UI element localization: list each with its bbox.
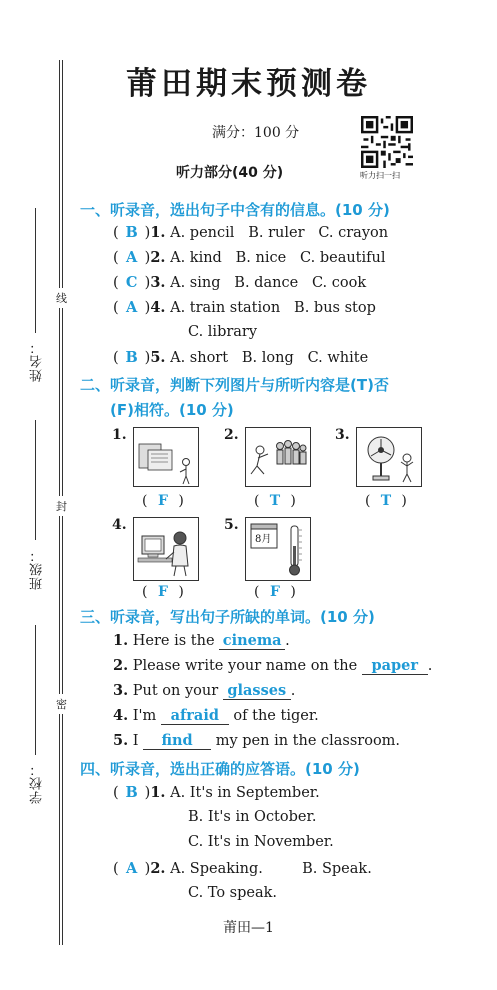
seal-mark-secret: 密 xyxy=(56,694,67,714)
s3-item-4 xyxy=(113,707,319,725)
sentence-before: Please write your name on the xyxy=(132,658,362,674)
section2-heading-line1: 二、听录音，判断下列图片与所听内容是(T)否 xyxy=(80,376,389,394)
s1-item-3: ( C )3. A. sing B. dance C. cook xyxy=(113,274,367,291)
sentence-before: I'm xyxy=(132,708,161,724)
picture-1-newspapers xyxy=(133,427,199,487)
school-label: 学校： xyxy=(30,762,45,804)
pic-answer-3: ( T ) xyxy=(365,493,407,509)
sentence-after: my pen in the classroom. xyxy=(211,733,401,749)
listening-part-label: 听力部分(40 分) xyxy=(176,165,284,181)
answer: B xyxy=(125,784,138,801)
s1-item-1: ( B )1. A. pencil B. ruler C. crayon xyxy=(113,224,389,241)
answer: F xyxy=(157,584,168,600)
answer: F xyxy=(269,584,280,600)
item-number: 5. xyxy=(150,349,166,366)
class-blank[interactable] xyxy=(35,420,36,540)
qr-code-icon[interactable] xyxy=(361,116,413,168)
pic-answer-1: ( F ) xyxy=(142,493,184,509)
class-label: 班级： xyxy=(30,548,45,590)
sentence-before: Here is the xyxy=(132,633,220,649)
item-number: 4. xyxy=(113,707,129,724)
s1-item-5: ( B )5. A. short B. long C. white xyxy=(113,349,369,366)
item-number: 2. xyxy=(150,249,166,266)
fill-blank[interactable]: find xyxy=(143,732,211,750)
s4-q1-option-b: B. It's in October. xyxy=(188,809,317,825)
item-number: 1. xyxy=(150,224,166,241)
pic-number-5: 5. xyxy=(224,517,239,533)
s1-item-4: ( A )4. A. train station B. bus stop xyxy=(113,299,376,316)
s4-q1-option-c: C. It's in November. xyxy=(188,834,334,850)
sentence-after: . xyxy=(290,683,296,699)
picture-3-fan xyxy=(356,427,422,487)
pic-answer-4: ( F ) xyxy=(142,584,184,600)
item-number: 1. xyxy=(150,784,166,801)
name-blank[interactable] xyxy=(35,208,36,333)
s4-q2-option-c: C. To speak. xyxy=(188,885,278,901)
name-label: 姓名： xyxy=(30,340,45,382)
item-number: 3. xyxy=(113,682,129,699)
s3-item-3 xyxy=(113,682,295,700)
options: A. pencil B. ruler C. crayon xyxy=(170,225,389,241)
section3-heading: 三、听录音，写出句子所缺的单词。(10 分) xyxy=(80,608,375,626)
section1-heading: 一、听录音，选出句子中含有的信息。(10 分) xyxy=(80,201,390,219)
item-number: 5. xyxy=(113,732,129,749)
answer: F xyxy=(157,493,168,509)
sentence-before: Put on your xyxy=(132,683,223,699)
fill-blank[interactable]: glasses xyxy=(223,682,291,700)
item-number: 2. xyxy=(113,657,129,674)
seal-mark-seal: 封 xyxy=(56,496,67,516)
options: A. kind B. nice C. beautiful xyxy=(170,250,386,266)
s4-q1: ( B )1. A. It's in September. xyxy=(113,784,320,801)
item-number: 3. xyxy=(150,274,166,291)
options: A. short B. long C. white xyxy=(170,350,369,366)
sentence-before: I xyxy=(132,733,144,749)
s3-item-1 xyxy=(113,632,290,650)
calendar-month-text: 8月 xyxy=(255,534,272,545)
option-a: A. Speaking. xyxy=(170,861,263,877)
sentence-after: . xyxy=(427,658,433,674)
answer: B xyxy=(125,349,138,366)
school-blank[interactable] xyxy=(35,625,36,755)
pic-number-1: 1. xyxy=(112,427,127,443)
fill-blank[interactable]: paper xyxy=(362,657,428,675)
fill-blank[interactable]: cinema xyxy=(219,632,285,650)
seal-mark-line: 线 xyxy=(56,288,67,308)
page-title: 莆田期末预测卷 xyxy=(126,66,371,102)
answer: A xyxy=(126,249,138,266)
pic-number-4: 4. xyxy=(112,517,127,533)
options: A. train station B. bus stop xyxy=(170,300,376,316)
picture-4-computer xyxy=(133,517,199,581)
s4-q2: ( A )2. A. Speaking. B. Speak. xyxy=(113,860,372,877)
answer: A xyxy=(126,299,138,316)
answer: T xyxy=(269,493,281,509)
page-number: 莆田—1 xyxy=(223,920,274,936)
answer: B xyxy=(125,224,138,241)
option-a: A. It's in September. xyxy=(170,785,320,801)
item-number: 2. xyxy=(150,860,166,877)
section4-heading: 四、听录音，选出正确的应答语。(10 分) xyxy=(80,760,360,778)
pic-number-2: 2. xyxy=(224,427,239,443)
s3-item-2 xyxy=(113,657,432,675)
option-b: B. Speak. xyxy=(302,861,372,877)
answer: T xyxy=(380,493,392,509)
pic-answer-5: ( F ) xyxy=(254,584,296,600)
answer: A xyxy=(126,860,138,877)
sentence-after: of the tiger. xyxy=(228,708,319,724)
fill-blank[interactable]: afraid xyxy=(161,707,229,725)
pic-number-3: 3. xyxy=(335,427,350,443)
s1-item-4-extra: C. library xyxy=(188,324,258,340)
options: A. sing B. dance C. cook xyxy=(170,275,367,291)
s3-item-5 xyxy=(113,732,400,750)
sentence-after: . xyxy=(285,633,290,649)
picture-5-calendar xyxy=(245,517,311,581)
answer: C xyxy=(125,274,138,291)
picture-2-children xyxy=(245,427,311,487)
item-number: 4. xyxy=(150,299,166,316)
item-number: 1. xyxy=(113,632,129,649)
pic-answer-2: ( T ) xyxy=(254,493,296,509)
s1-item-2: ( A )2. A. kind B. nice C. beautiful xyxy=(113,249,386,266)
full-score: 满分：100 分 xyxy=(212,125,300,141)
section2-heading-line2: (F)相符。(10 分) xyxy=(110,401,234,419)
qr-label: 听力扫一扫 xyxy=(360,171,400,180)
